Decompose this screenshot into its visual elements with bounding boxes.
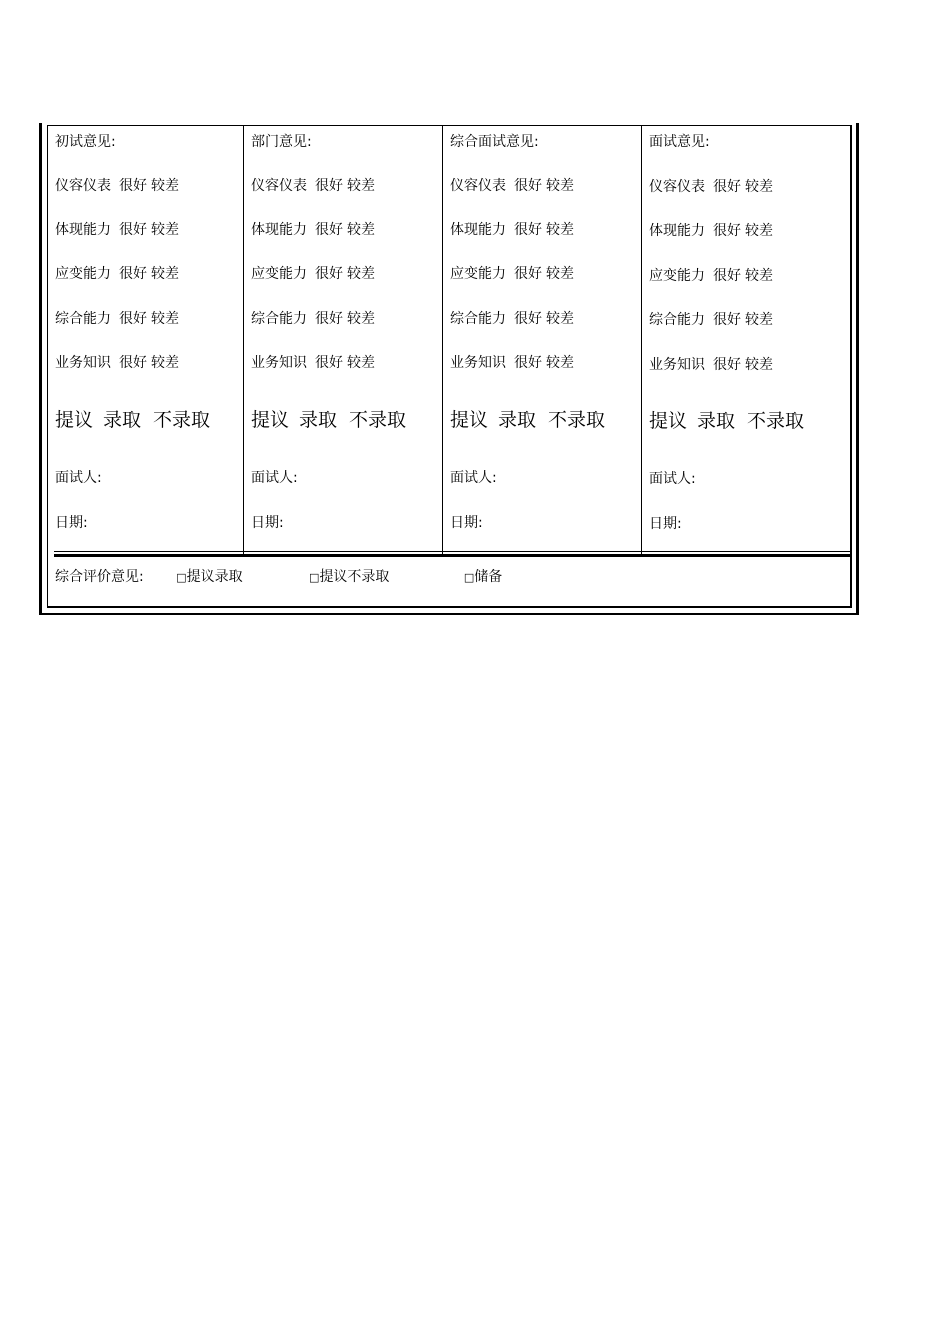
criterion-expression: 体现能力 很好 较差 <box>450 222 574 238</box>
col-title: 部门意见: <box>251 134 312 150</box>
criterion-adaptability: 应变能力 很好 较差 <box>649 268 773 284</box>
criterion-knowledge: 业务知识 很好 较差 <box>649 357 773 373</box>
criterion-adaptability: 应变能力 很好 较差 <box>55 266 179 282</box>
option-admit[interactable]: □提议录取 <box>176 569 243 585</box>
criterion-overall: 综合能力 很好 较差 <box>55 311 179 327</box>
opinion-columns <box>48 126 850 554</box>
criterion-adaptability: 应变能力 很好 较差 <box>450 266 574 282</box>
col-title: 综合面试意见: <box>450 134 539 150</box>
criterion-knowledge: 业务知识 很好 较差 <box>450 355 574 371</box>
criterion-appearance: 仪容仪表 很好 较差 <box>55 178 179 194</box>
date-label: 日期: <box>55 515 88 531</box>
recommendation: 提议 录取 不录取 <box>649 410 805 432</box>
criterion-expression: 体现能力 很好 较差 <box>649 223 773 239</box>
section-divider-thin <box>54 551 850 552</box>
criterion-appearance: 仪容仪表 很好 较差 <box>251 178 375 194</box>
criterion-appearance: 仪容仪表 很好 较差 <box>450 178 574 194</box>
recommendation: 提议 录取 不录取 <box>55 409 211 431</box>
interviewer-label: 面试人: <box>251 470 298 486</box>
col-interview <box>641 126 850 554</box>
checkbox-icon[interactable]: □ <box>463 571 475 584</box>
criterion-overall: 综合能力 很好 较差 <box>649 312 773 328</box>
section-divider-thick <box>54 554 850 557</box>
date-label: 日期: <box>251 515 284 531</box>
date-label: 日期: <box>450 515 483 531</box>
recommendation: 提议 录取 不录取 <box>450 409 606 431</box>
col-initial-interview <box>48 126 243 554</box>
criterion-expression: 体现能力 很好 较差 <box>251 222 375 238</box>
col-title: 面试意见: <box>649 134 710 150</box>
recommendation: 提议 录取 不录取 <box>251 409 407 431</box>
option-reject[interactable]: □提议不录取 <box>309 569 390 585</box>
overall-evaluation <box>55 566 502 586</box>
checkbox-icon[interactable]: □ <box>176 571 187 584</box>
criterion-appearance: 仪容仪表 很好 较差 <box>649 179 773 195</box>
interviewer-label: 面试人: <box>450 470 497 486</box>
date-label: 日期: <box>649 516 682 532</box>
option-reserve[interactable]: □储备 <box>463 569 503 585</box>
interviewer-label: 面试人: <box>649 471 696 487</box>
overall-evaluation-label: 综合评价意见: <box>55 569 144 585</box>
interview-form <box>39 123 859 615</box>
criterion-knowledge: 业务知识 很好 较差 <box>55 355 179 371</box>
criterion-knowledge: 业务知识 很好 较差 <box>251 355 375 371</box>
criterion-overall: 综合能力 很好 较差 <box>251 311 375 327</box>
col-department <box>243 126 442 554</box>
criterion-overall: 综合能力 很好 较差 <box>450 311 574 327</box>
checkbox-icon[interactable]: □ <box>309 571 320 584</box>
criterion-adaptability: 应变能力 很好 较差 <box>251 266 375 282</box>
col-comprehensive-interview <box>442 126 641 554</box>
interviewer-label: 面试人: <box>55 470 102 486</box>
col-title: 初试意见: <box>55 134 116 150</box>
criterion-expression: 体现能力 很好 较差 <box>55 222 179 238</box>
form-inner-frame <box>47 125 852 608</box>
